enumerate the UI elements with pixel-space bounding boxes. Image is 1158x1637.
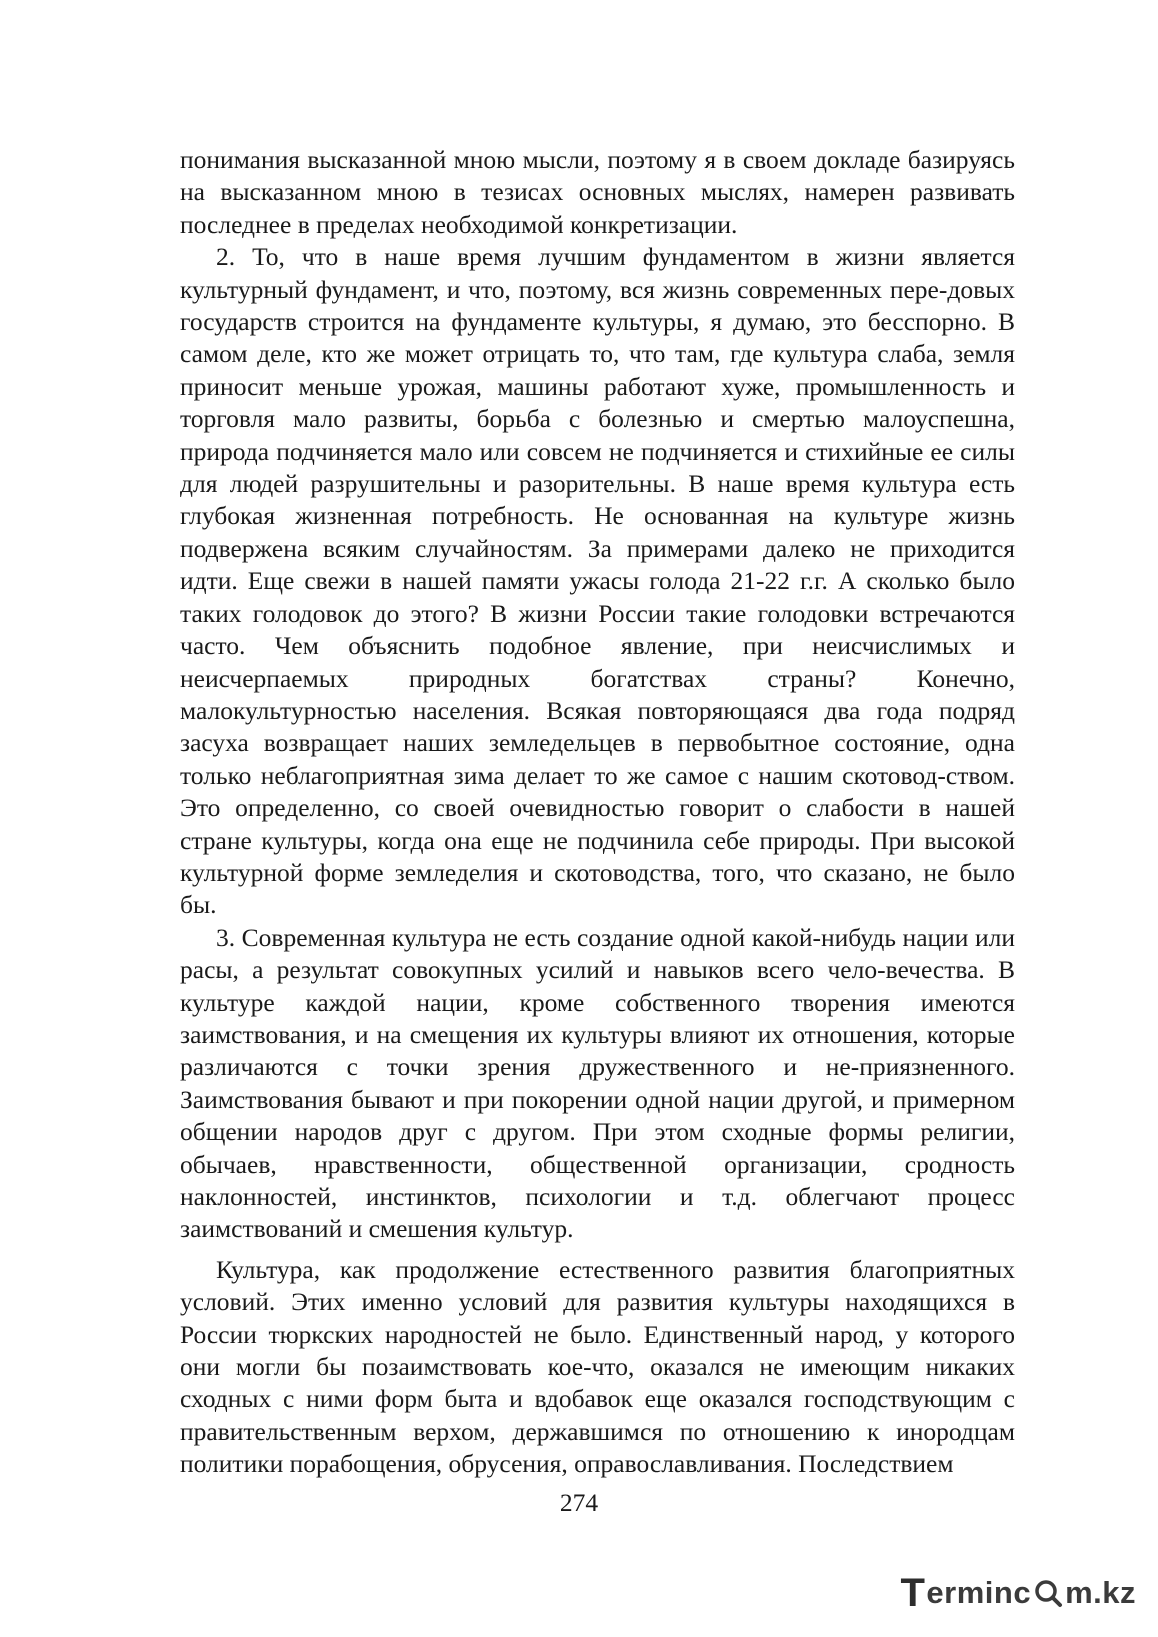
magnifier-icon (1032, 1577, 1064, 1609)
paragraph-4: Культура, как продолжение естественного развития благоприятных условий. Этих именно условий для развития культуры находящихся в России тюркских народностей не было. Единственный народ, у которого они могли бы позаимствовать кое-что, оказался не имеющим никаких сходных с ними форм быта и вдобавок еще оказался господствующим с правительственным верхом, державшимся по отношению к инородцам политики порабощения, обрусения, оправославливания. Последствием (180, 1254, 1015, 1479)
watermark-text-part1: erminc (926, 1575, 1032, 1610)
document-body (180, 144, 1015, 1481)
paragraph-3: 3. Современная культура не есть создание одной какой-нибудь нации или расы, а результат совокупных усилий и навыков всего чело-вечества. В культуре каждой нации, кроме собственного творения имеются заимствования, и на смещения их культуры влияют их отношения, которые различаются с точки зрения дружественного и не-приязненного. Заимствования бывают и при покорении одной нации другой, и примерном общении народов друг с другом. При этом сходные формы религии, обычаев, нравственности, общественной организации, сродность наклонностей, инстинктов, психологии и т.д. облегчают процесс заимствований и смешения культур. (180, 922, 1015, 1244)
paragraph-1: понимания высказанной мною мысли, поэтому я в своем докладе базируясь на высказанном мною в тезисах основных мыслях, намерен развивать последнее в пределах необходимой конкретизации. (180, 145, 1015, 239)
page-number: 274 (559, 1488, 599, 1517)
paragraph-2: 2. То, что в наше время лучшим фундаментом в жизни является культурный фундамент, и что, поэтому, вся жизнь современных пере-довых государств строится на фундаменте культуры, я думаю, это бесспорно. В самом деле, кто же может отрицать то, что там, где культура слаба, земля приносит меньше урожая, машины работают хуже, промышленность и торговля мало развиты, борьба с болезнью и смертью малоуспешна, природа подчиняется мало или совсем не подчиняется и стихийные ее силы для людей разрушительны и разорительны. В наше время культура есть глубокая жизненная потребность. Не основанная на культуре жизнь подвержена всяким случайностям. За примерами далеко не приходится идти. Еще свежи в нашей памяти ужасы голода 21-22 г.г. А сколько было таких голодовок до этого? В жизни России такие голодовки встречаются часто. Чем объяснить подобное явление, при неисчислимых и неисчерпаемых природных богатствах страны? Конечно, малокультурностью населения. Всякая повторяющаяся два года подряд засуха возвращает наших земледельцев в первобытное состояние, одна только неблагоприятная зима делает то же самое с нашим скотовод-ством. Это определенно, со своей очевидностью говорит о слабости в нашей стране культуры, когда она еще не подчинила себе природы. При высокой культурной форме земледелия и скотоводства, того, что сказано, не было бы. (180, 242, 1015, 920)
watermark-text-part2: m.kz (1065, 1575, 1136, 1610)
termincom-watermark (900, 1569, 1136, 1617)
watermark-letter-t: T (900, 1570, 926, 1615)
